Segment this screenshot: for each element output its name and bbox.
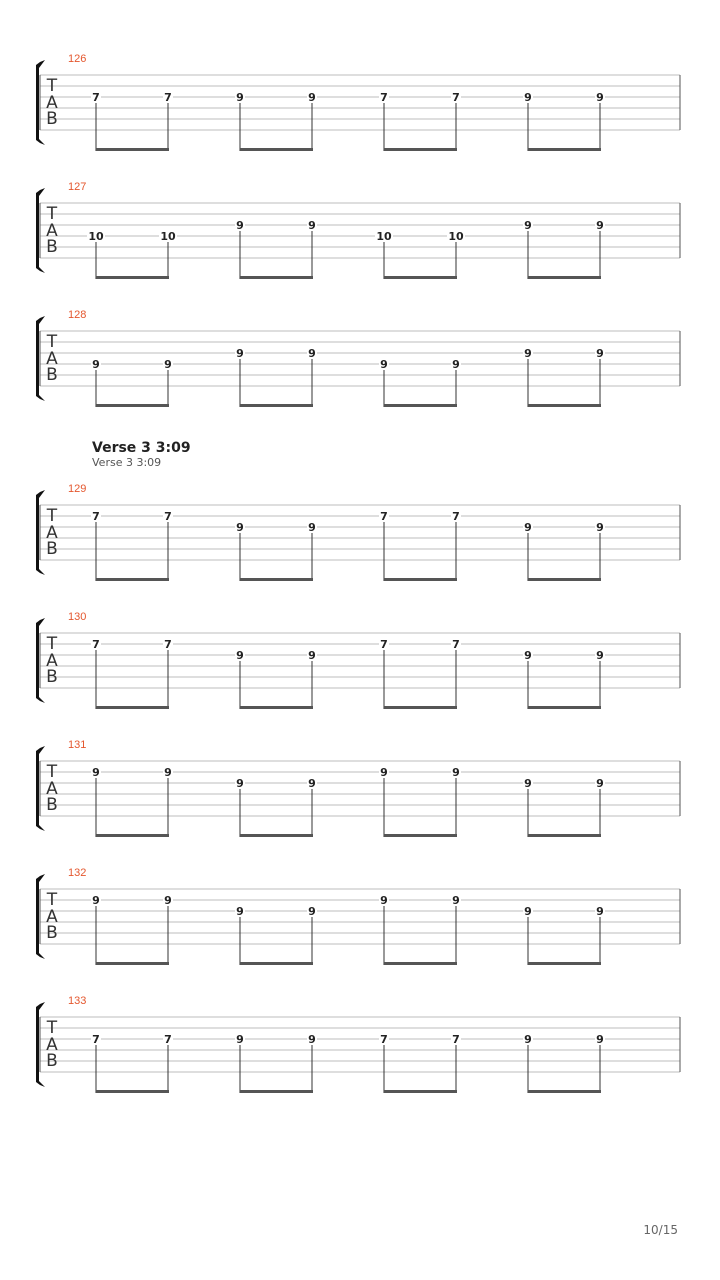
beam — [240, 276, 313, 279]
fret-number: 7 — [92, 510, 100, 523]
fret-number: 9 — [524, 91, 532, 104]
tab-clef-letter: B — [46, 109, 58, 129]
fret-number: 9 — [596, 521, 604, 534]
tab-clef-letter: B — [46, 1051, 58, 1071]
fret-number: 9 — [380, 766, 388, 779]
tab-system — [36, 867, 680, 965]
beam — [240, 962, 313, 965]
measure-number: 133 — [68, 995, 87, 1007]
beam — [384, 706, 457, 709]
fret-number: 9 — [92, 358, 100, 371]
fret-number: 7 — [380, 638, 388, 651]
fret-number: 9 — [236, 91, 244, 104]
fret-number: 9 — [308, 219, 316, 232]
measure-number: 129 — [68, 483, 87, 495]
tab-clef-letter: B — [46, 795, 58, 815]
beam — [528, 404, 601, 407]
fret-number: 9 — [380, 894, 388, 907]
beam — [384, 834, 457, 837]
fret-number: 9 — [308, 347, 316, 360]
fret-number: 9 — [236, 219, 244, 232]
tab-clef-letter: T — [46, 332, 58, 352]
fret-number: 9 — [308, 649, 316, 662]
fret-number: 9 — [524, 347, 532, 360]
fret-number: 9 — [164, 766, 172, 779]
tab-clef-letter: B — [46, 539, 58, 559]
beam — [384, 962, 457, 965]
beam — [384, 276, 457, 279]
fret-number: 7 — [92, 638, 100, 651]
beam — [96, 276, 169, 279]
tab-clef-letter: T — [46, 890, 58, 910]
measure-number: 131 — [68, 739, 87, 751]
beam — [96, 148, 169, 151]
fret-number: 9 — [596, 649, 604, 662]
beam — [240, 578, 313, 581]
fret-number: 7 — [452, 91, 460, 104]
tab-clef-letter: A — [46, 907, 58, 927]
tab-system — [36, 483, 680, 581]
fret-number: 7 — [452, 1033, 460, 1046]
tab-system — [36, 995, 680, 1093]
beam — [96, 962, 169, 965]
beam — [96, 834, 169, 837]
tab-clef-letter: A — [46, 779, 58, 799]
fret-number: 9 — [452, 894, 460, 907]
fret-number: 9 — [308, 91, 316, 104]
fret-number: 7 — [164, 91, 172, 104]
tab-clef-letter: A — [46, 523, 58, 543]
beam — [384, 1090, 457, 1093]
tab-system — [36, 53, 680, 151]
fret-number: 9 — [524, 1033, 532, 1046]
fret-number: 7 — [380, 1033, 388, 1046]
fret-number: 9 — [524, 649, 532, 662]
tab-clef-letter: A — [46, 93, 58, 113]
fret-number: 7 — [164, 1033, 172, 1046]
measure-number: 130 — [68, 611, 87, 623]
measure-number: 127 — [68, 181, 87, 193]
measure-number: 128 — [68, 309, 87, 321]
fret-number: 9 — [524, 219, 532, 232]
beam — [528, 148, 601, 151]
fret-number: 9 — [596, 91, 604, 104]
fret-number: 9 — [596, 905, 604, 918]
fret-number: 7 — [452, 638, 460, 651]
tab-clef-letter: A — [46, 1035, 58, 1055]
section-title: Verse 3 3:09 — [92, 440, 191, 456]
beam — [96, 1090, 169, 1093]
fret-number: 9 — [596, 1033, 604, 1046]
fret-number: 9 — [236, 1033, 244, 1046]
fret-number: 9 — [92, 766, 100, 779]
fret-number: 7 — [164, 638, 172, 651]
fret-number: 9 — [236, 521, 244, 534]
tab-clef-letter: B — [46, 667, 58, 687]
fret-number: 9 — [452, 358, 460, 371]
measure-number: 126 — [68, 53, 87, 65]
tab-systems — [36, 53, 680, 1093]
fret-number: 10 — [448, 230, 464, 243]
beam — [240, 706, 313, 709]
fret-number: 9 — [236, 649, 244, 662]
beam — [528, 276, 601, 279]
tab-clef-letter: A — [46, 221, 58, 241]
fret-number: 10 — [376, 230, 392, 243]
fret-number: 9 — [92, 894, 100, 907]
fret-number: 9 — [524, 905, 532, 918]
fret-number: 7 — [92, 1033, 100, 1046]
beam — [384, 404, 457, 407]
tab-system — [36, 181, 680, 279]
section-marker — [92, 440, 191, 469]
fret-number: 9 — [596, 777, 604, 790]
fret-number: 9 — [452, 766, 460, 779]
tab-system — [36, 309, 680, 407]
fret-number: 9 — [164, 358, 172, 371]
measure-number: 132 — [68, 867, 87, 879]
beam — [240, 404, 313, 407]
beam — [528, 578, 601, 581]
fret-number: 9 — [236, 777, 244, 790]
beam — [96, 578, 169, 581]
tab-clef-letter: B — [46, 365, 58, 385]
fret-number: 9 — [236, 905, 244, 918]
fret-number: 9 — [380, 358, 388, 371]
fret-number: 9 — [308, 777, 316, 790]
fret-number: 7 — [380, 510, 388, 523]
tab-clef-letter: T — [46, 76, 58, 96]
fret-number: 10 — [88, 230, 104, 243]
section-subtitle: Verse 3 3:09 — [92, 456, 162, 469]
beam — [528, 1090, 601, 1093]
fret-number: 10 — [160, 230, 176, 243]
tab-clef-letter: T — [46, 506, 58, 526]
beam — [240, 834, 313, 837]
fret-number: 9 — [524, 521, 532, 534]
beam — [240, 148, 313, 151]
beam — [528, 706, 601, 709]
fret-number: 9 — [524, 777, 532, 790]
fret-number: 7 — [380, 91, 388, 104]
fret-number: 7 — [92, 91, 100, 104]
fret-number: 9 — [308, 905, 316, 918]
fret-number: 7 — [164, 510, 172, 523]
tab-clef-letter: B — [46, 923, 58, 943]
tab-clef-letter: A — [46, 349, 58, 369]
beam — [96, 404, 169, 407]
fret-number: 9 — [308, 521, 316, 534]
tab-clef-letter: T — [46, 762, 58, 782]
fret-number: 7 — [452, 510, 460, 523]
fret-number: 9 — [236, 347, 244, 360]
tab-system — [36, 611, 680, 709]
beam — [384, 578, 457, 581]
beam — [528, 962, 601, 965]
tab-clef-letter: T — [46, 1018, 58, 1038]
beam — [96, 706, 169, 709]
fret-number: 9 — [596, 347, 604, 360]
tab-clef-letter: B — [46, 237, 58, 257]
tab-clef-letter: T — [46, 204, 58, 224]
tab-system — [36, 739, 680, 837]
beam — [384, 148, 457, 151]
tab-clef-letter: T — [46, 634, 58, 654]
fret-number: 9 — [164, 894, 172, 907]
beam — [528, 834, 601, 837]
fret-number: 9 — [308, 1033, 316, 1046]
page-indicator: 10/15 — [643, 1223, 678, 1237]
fret-number: 9 — [596, 219, 604, 232]
beam — [240, 1090, 313, 1093]
tab-clef-letter: A — [46, 651, 58, 671]
